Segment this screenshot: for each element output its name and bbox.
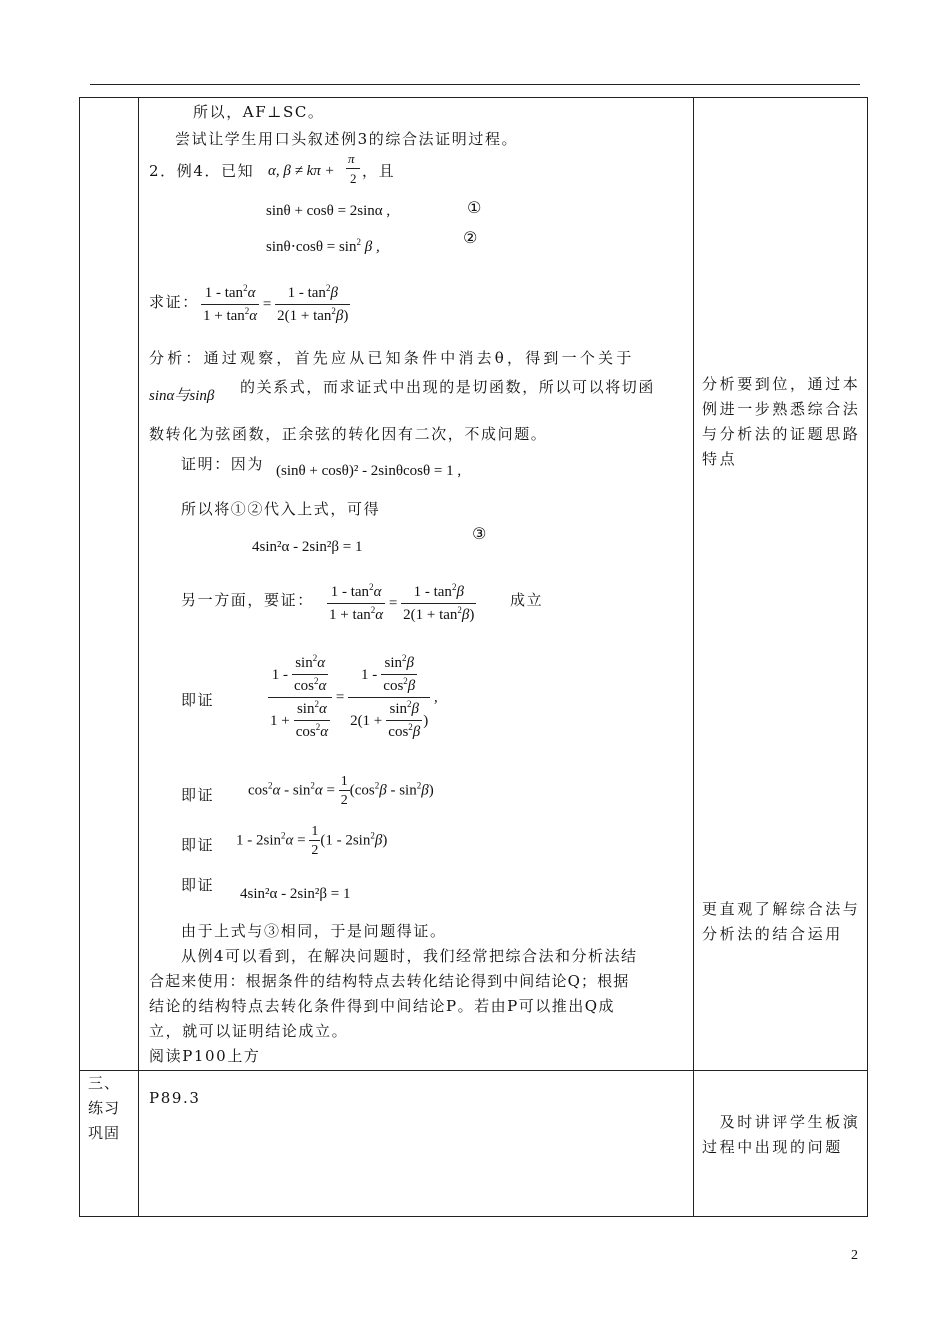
read-assignment: 阅读P100上方 — [149, 1047, 261, 1065]
proof-line-2: 所以将①②代入上式，可得 — [181, 500, 381, 518]
proof-label: 证明：因为 — [181, 455, 265, 473]
ji-zheng-label: 即证 — [181, 786, 215, 804]
conclusion-line-4: 结论的结构特点去转化条件得到中间结论P。若由P可以推出Q成 — [149, 997, 615, 1015]
fraction-bar — [346, 168, 360, 169]
marker-1: ① — [467, 198, 482, 217]
other-side-label: 另一方面，要证： — [181, 591, 314, 609]
example4-prefix: 2．例4．已知 — [149, 162, 255, 180]
teaching-note-2: 更直观了解综合法与分析法的结合运用 — [702, 900, 861, 943]
column-divider-1 — [138, 98, 139, 1216]
ji-zheng-expression-2: $\cos^2\alpha - \sin^2\alpha$ = $\frac{1}{2}$ $(\cos^2\beta - \sin^2\beta)$ — [248, 774, 434, 808]
section-label-line: 练习 — [88, 1099, 121, 1117]
teaching-note-1: 分析要到位，通过本例进一步熟悉综合法与分析法的证题思路特点 — [702, 375, 861, 468]
analysis-line-1: 分析：通过观察，首先应从已知条件中消去θ，得到一个关于 — [149, 349, 635, 367]
teaching-note-3: 及时讲评学生板演过程中出现的问题 — [702, 1113, 861, 1156]
equation-2: $\sin\theta\cdot\cos\theta = \sin^2 \beta$ , — [266, 237, 380, 255]
section-label-line: 三、 — [88, 1074, 121, 1092]
prove-expression: $\frac{1 - \tan^2\alpha}{1 + \tan^2\alpha}$ = $\frac{1 - \tan^2\beta}{2(1 + \tan^2\beta)}$ — [203, 283, 349, 324]
ji-zheng-expression-4: 4sin²α - 2sin²β = 1 — [240, 886, 351, 902]
text-line: 所以，AF⊥SC。 — [193, 103, 325, 121]
ji-zheng-label: 即证 — [181, 836, 215, 854]
equation-2-tail: β , — [364, 239, 380, 255]
prove-label: 求证： — [149, 293, 199, 311]
example4-condition: α, β ≠ kπ + — [268, 163, 335, 179]
pi-numerator: π — [348, 151, 355, 166]
ji-zheng-expression-1: 1 - $\frac{\sin^2\alpha}{\cos^2\alpha}$ 1 + $\frac{\sin^2\alpha}{\cos^2\alpha}$ = 1 - $\frac{\sin^2\beta}{\cos^2\beta}$ 2(1 + $\frac{\sin^2\beta}{\cos^2\beta}$ ) , — [270, 653, 438, 740]
conclusion-line-2: 从例4可以看到，在解决问题时，我们经常把综合法和分析法结 — [181, 947, 638, 965]
example4-suffix: ，且 — [362, 162, 396, 180]
row-divider — [80, 1070, 867, 1071]
conclusion-line-3: 合起来使用：根据条件的结构特点去转化结论得到中间结论Q；根据 — [149, 972, 630, 990]
analysis-sines: sinα与sinβ — [149, 388, 215, 404]
other-side-tail: 成立 — [510, 591, 544, 609]
proof-identity: (sinθ + cosθ)² - 2sinθcosθ = 1 , — [276, 463, 462, 479]
equation-1: sinθ + cosθ = 2sinα , — [266, 203, 391, 219]
header-rule — [90, 84, 860, 85]
analysis-line-3: 数转化为弦函数，正余弦的转化因有二次，不成问题。 — [149, 425, 548, 443]
exercise-text: P89.3 — [149, 1089, 201, 1107]
equation-2-lhs: sinθ⋅cosθ = sin — [266, 239, 357, 255]
section-label-line: 巩固 — [88, 1124, 121, 1142]
ji-zheng-label: 即证 — [181, 876, 215, 894]
marker-2: ② — [463, 228, 478, 247]
ji-zheng-label: 即证 — [181, 691, 215, 709]
section-label — [88, 1071, 136, 1146]
conclusion-line-5: 立，就可以证明结论成立。 — [149, 1022, 349, 1040]
other-side-expression: $\frac{1 - \tan^2\alpha}{1 + \tan^2\alpha}$ = $\frac{1 - \tan^2\beta}{2(1 + \tan^2\beta)}$ — [329, 582, 475, 623]
page-number: 2 — [851, 1248, 858, 1263]
text-line: 尝试让学生用口头叙述例3的综合法证明过程。 — [175, 130, 519, 148]
two-denominator: 2 — [350, 171, 357, 186]
conclusion-line-1: 由于上式与③相同，于是问题得证。 — [181, 922, 447, 940]
column-divider-2 — [693, 98, 694, 1216]
equation-3: 4sin²α - 2sin²β = 1 — [252, 539, 363, 555]
lesson-table — [79, 97, 868, 1217]
marker-3: ③ — [472, 524, 487, 543]
ji-zheng-expression-3: $1 - 2\sin^2\alpha$ = $\frac{1}{2}$ $(1 - 2\sin^2\beta)$ — [236, 824, 388, 858]
analysis-line-2: 的关系式，而求证式中出现的是切函数，所以可以将切函 — [240, 378, 656, 396]
